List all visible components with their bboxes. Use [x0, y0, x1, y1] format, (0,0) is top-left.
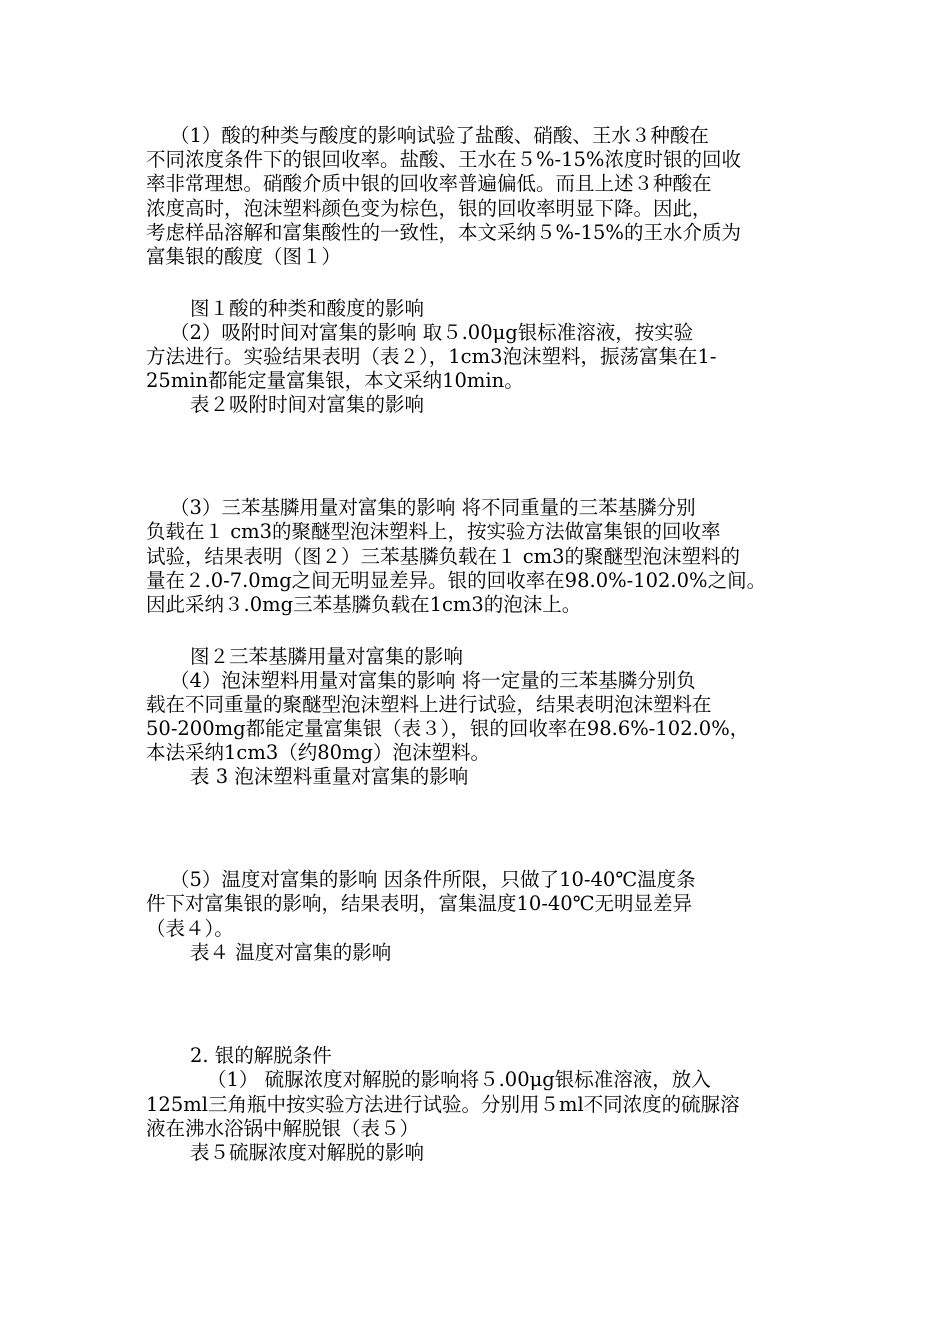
paragraph-2-line-3: 25min都能定量富集银，本文采纳10min。	[146, 369, 524, 392]
paragraph-6-line-2: 125ml三角瓶中按实验方法进行试验。分别用５ml不同浓度的硫脲溶	[146, 1093, 740, 1116]
paragraph-1-line-6: 富集银的酸度（图１）	[146, 245, 342, 268]
paragraph-4-line-1: （4）泡沫塑料用量对富集的影响 将一定量的三苯基膦分别负	[170, 669, 696, 692]
paragraph-4-line-4: 本法采纳1cm3（约80mg）泡沫塑料。	[146, 741, 491, 764]
paragraph-3-line-3: 试验，结果表明（图２）三苯基膦负载在１ cm3的聚醚型泡沫塑料的	[146, 545, 741, 568]
figure-2-caption: 图２三苯基膦用量对富集的影响	[190, 645, 464, 668]
paragraph-3-line-4: 量在２.0-7.0mg之间无明显差异。银的回收率在98.0%-102.0%之间。	[146, 569, 767, 592]
paragraph-5-line-3: （表４）。	[146, 917, 234, 940]
paragraph-3-line-5: 因此采纳３.0mg三苯基膦负载在1cm3的泡沫上。	[146, 593, 582, 616]
paragraph-1-line-5: 考虑样品溶解和富集酸性的一致性，本文采纳５%-15%的王水介质为	[146, 221, 741, 244]
paragraph-1-line-4: 浓度高时，泡沫塑料颜色变为棕色，银的回收率明显下降。因此，	[146, 197, 712, 220]
paragraph-6-line-1: （1） 硫脲浓度对解脱的影响将５.00μg银标准溶液，放入	[207, 1068, 711, 1091]
table-4-caption: 表４ 温度对富集的影响	[190, 941, 392, 964]
table-5-caption: 表５硫脲浓度对解脱的影响	[190, 1141, 425, 1164]
figure-1-caption: 图１酸的种类和酸度的影响	[190, 297, 425, 320]
paragraph-4-line-2: 载在不同重量的聚醚型泡沫塑料上进行试验，结果表明泡沫塑料在	[146, 693, 712, 716]
paragraph-1-line-2: 不同浓度条件下的银回收率。盐酸、王水在５%-15%浓度时银的回收	[146, 148, 741, 171]
paragraph-3-line-1: （3）三苯基膦用量对富集的影响 将不同重量的三苯基膦分别	[170, 496, 696, 519]
paragraph-1-line-1: （1）酸的种类与酸度的影响试验了盐酸、硝酸、王水３种酸在	[170, 124, 709, 147]
paragraph-4-line-3: 50-200mg都能定量富集银（表３），银的回收率在98.6%-102.0%，	[146, 717, 750, 740]
paragraph-2-line-2: 方法进行。实验结果表明（表２），1cm3泡沫塑料，振荡富集在1-	[146, 345, 717, 368]
section-2-heading: 2. 银的解脱条件	[190, 1044, 332, 1067]
paragraph-5-line-1: （5）温度对富集的影响 因条件所限，只做了10-40℃温度条	[170, 868, 696, 891]
table-3-caption: 表 3 泡沫塑料重量对富集的影响	[190, 765, 469, 788]
paragraph-3-line-2: 负载在１ cm3的聚醚型泡沫塑料上，按实验方法做富集银的回收率	[146, 520, 721, 543]
table-2-caption: 表２吸附时间对富集的影响	[190, 393, 425, 416]
paragraph-6-line-3: 液在沸水浴锅中解脱银（表５）	[146, 1117, 420, 1140]
paragraph-5-line-2: 件下对富集银的影响，结果表明，富集温度10-40℃无明显差异	[146, 892, 693, 915]
paragraph-2-line-1: （2）吸附时间对富集的影响 取５.00μg银标准溶液，按实验	[170, 321, 694, 344]
paragraph-1-line-3: 率非常理想。硝酸介质中银的回收率普遍偏低。而且上述３种酸在	[146, 172, 712, 195]
